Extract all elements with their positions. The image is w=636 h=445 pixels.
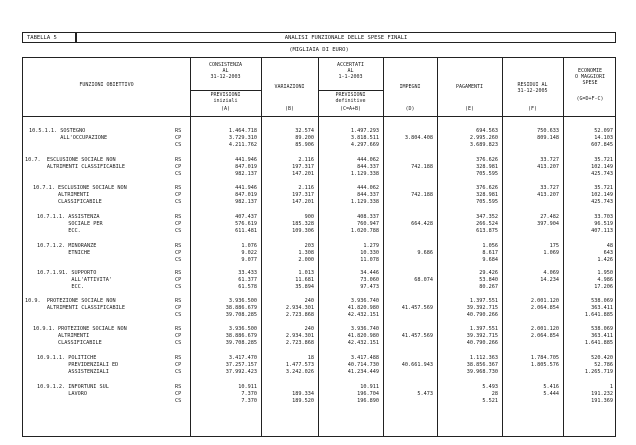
data-table <box>22 57 616 437</box>
cell-e: 347.352 266.524 613.875 <box>476 214 498 234</box>
cell-c: 444.062 844.337 1.129.338 <box>350 157 379 177</box>
cell-c: 3.936.740 41.820.980 42.432.151 <box>347 298 379 318</box>
cell-d: 742.188 <box>411 164 433 170</box>
cell-d: 742.188 <box>411 192 433 198</box>
col-header-e: (E) <box>464 106 475 112</box>
col-header-b: (B) <box>284 106 295 112</box>
cell-a: 407.437 576.619 611.481 <box>235 214 257 234</box>
col-header-f: (F) <box>527 106 538 112</box>
row-types: RS CP CS <box>175 157 182 177</box>
cell-f: 750.633 809.148 <box>537 128 559 141</box>
cell-f: 33.727 413.207 <box>537 185 559 198</box>
cell-f: 1.784.705 1.805.576 <box>530 355 559 368</box>
cell-d: 41.457.569 <box>401 305 433 311</box>
cell-b: 1.013 11.681 35.894 <box>295 270 314 290</box>
cell-g: 35.721 102.149 425.743 <box>591 157 613 177</box>
col-header-g: (G=D+F-C) <box>576 96 604 102</box>
cell-b: 2.116 197.317 147.201 <box>292 185 314 205</box>
cell-e: 1.056 8.617 9.684 <box>482 243 498 263</box>
table-number: TABELLA 5 <box>22 32 76 43</box>
cell-d: 40.661.943 <box>401 362 433 368</box>
row-label: 10.7. ESCLUSIONE SOCIALE NON ALTRIMENTI CLASSIFICABILE <box>25 157 125 170</box>
cell-b: 189.334 189.520 <box>292 391 314 404</box>
row-label: 10.5.1.1. SOSTEGNO ALL'OCCUPAZIONE <box>29 128 108 141</box>
cell-g: 538.069 363.411 1.641.885 <box>584 326 613 346</box>
row-label: 10.9.1.1. POLITICHE PREVIDENZIALI ED ASSISTENZIALI <box>37 355 119 375</box>
col-header-d: (D) <box>405 106 415 112</box>
row-label: 10.7.1.91. SUPPORTO ALL'ATTIVITA' ECC. <box>37 270 112 290</box>
units-note: (MIGLIAIA DI EURO) <box>289 47 349 53</box>
cell-c: 1.497.293 3.818.511 4.297.669 <box>350 128 379 148</box>
cell-a: 1.464.718 3.729.310 4.211.762 <box>228 128 257 148</box>
col-header-funzioni: FUNZIONI OBIETTIVO <box>79 82 134 88</box>
col-header-pagamenti: PAGAMENTI <box>455 84 484 90</box>
cell-c: 10.911 196.704 196.890 <box>357 384 379 404</box>
cell-b: 18 1.477.573 3.242.026 <box>285 355 314 375</box>
cell-b: 32.574 89.200 85.906 <box>295 128 314 148</box>
row-types: RS CP CS <box>175 298 182 318</box>
row-types: RS CP CS <box>175 384 182 404</box>
cell-a: 3.417.470 37.257.157 37.992.423 <box>225 355 257 375</box>
row-types: RS CP CS <box>175 128 182 148</box>
cell-d: 664.428 <box>411 221 433 227</box>
cell-g: 1 191.232 191.369 <box>591 384 613 404</box>
cell-c: 3.936.740 41.820.980 42.432.151 <box>347 326 379 346</box>
col-header-economie: ECONOMIE O MAGGIORI SPESE <box>574 68 606 86</box>
cell-e: 1.397.551 39.392.715 40.790.266 <box>466 298 498 318</box>
cell-e: 5.493 28 5.521 <box>482 384 498 404</box>
cell-d: 3.804.408 <box>404 135 433 141</box>
row-types: RS CP CS <box>175 214 182 234</box>
cell-b: 2.116 197.317 147.201 <box>292 157 314 177</box>
col-header-accertati: ACCERTATI AL 1-1-2003 <box>336 62 365 80</box>
cell-e: 376.626 328.981 705.595 <box>476 157 498 177</box>
cell-d: 41.457.569 <box>401 333 433 339</box>
cell-g: 52.097 14.103 607.845 <box>591 128 613 148</box>
cell-c: 1.279 10.330 11.078 <box>360 243 379 263</box>
row-types: RS CP CS <box>175 355 182 375</box>
cell-e: 29.426 53.840 80.267 <box>479 270 498 290</box>
row-types: RS CP CS <box>175 185 182 205</box>
row-types: RS CP CS <box>175 270 182 290</box>
cell-a: 441.946 847.019 982.137 <box>235 185 257 205</box>
cell-g: 48 643 1.426 <box>597 243 613 263</box>
col-header-variazioni: VARIAZIONI <box>274 84 305 90</box>
cell-f: 4.069 14.234 <box>540 270 559 283</box>
cell-d: 68.074 <box>414 277 433 283</box>
row-types: RS CP CS <box>175 326 182 346</box>
cell-b: 240 2.934.301 2.723.868 <box>285 298 314 318</box>
cell-c: 408.337 760.947 1.020.788 <box>350 214 379 234</box>
cell-g: 33.703 96.519 407.113 <box>591 214 613 234</box>
cell-g: 520.420 52.786 1.265.719 <box>584 355 613 375</box>
cell-a: 10.911 7.370 7.370 <box>238 384 257 404</box>
cell-d: 9.686 <box>417 250 433 256</box>
col-header-a: (A) <box>220 106 231 112</box>
cell-c: 3.417.488 40.714.730 41.234.449 <box>347 355 379 375</box>
row-label: 10.7.1. ESCLUSIONE SOCIALE NON ALTRIMENTI CLASSIFICABILE <box>33 185 127 205</box>
row-label: 10.7.1.1. ASSISTENZA SOCIALE PER ECC. <box>37 214 103 234</box>
row-label: 10.7.1.2. MINORANZE ETNICHE <box>37 243 97 256</box>
table-title: ANALISI FUNZIONALE DELLE SPESE FINALI <box>76 32 616 43</box>
cell-b: 203 1.308 2.000 <box>298 243 314 263</box>
cell-c: 444.062 844.337 1.129.338 <box>350 185 379 205</box>
cell-g: 538.069 363.411 1.641.885 <box>584 298 613 318</box>
cell-a: 3.936.500 38.886.679 39.708.285 <box>225 298 257 318</box>
col-header-impegni: IMPEGNI <box>399 84 421 90</box>
cell-a: 1.076 9.022 9.077 <box>241 243 257 263</box>
col-header-consistenza: CONSISTENZA AL 31-12-2003 <box>208 62 243 80</box>
cell-a: 3.936.500 38.886.679 39.708.285 <box>225 326 257 346</box>
cell-e: 694.563 2.995.260 3.689.823 <box>469 128 498 148</box>
cell-b: 900 185.328 109.306 <box>292 214 314 234</box>
cell-c: 34.446 73.060 97.473 <box>360 270 379 290</box>
row-label: 10.9. PROTEZIONE SOCIALE NON ALTRIMENTI CLASSIFICABILE <box>25 298 125 311</box>
row-types: RS CP CS <box>175 243 182 263</box>
col-header-c: (C=A+B) <box>339 106 362 112</box>
cell-f: 175 1.069 <box>543 243 559 256</box>
row-label: 10.9.1.2. INFORTUNI SUL LAVORO <box>37 384 109 397</box>
row-label: 10.9.1. PROTEZIONE SOCIALE NON ALTRIMENTI CLASSIFICABILE <box>33 326 127 346</box>
cell-e: 1.397.551 39.392.715 40.790.266 <box>466 326 498 346</box>
cell-a: 441.946 847.019 982.137 <box>235 157 257 177</box>
cell-d: 5.473 <box>417 391 433 397</box>
col-header-previsioni-definitive: PREVISIONI definitive <box>335 92 366 104</box>
cell-f: 27.482 397.904 <box>537 214 559 227</box>
cell-f: 2.001.120 2.064.854 <box>530 298 559 311</box>
cell-e: 1.112.363 38.856.367 39.968.730 <box>466 355 498 375</box>
cell-g: 35.721 102.149 425.743 <box>591 185 613 205</box>
col-header-residui: RESIDUI AL 31-12-2005 <box>517 82 548 94</box>
cell-a: 33.433 61.377 61.578 <box>238 270 257 290</box>
cell-f: 2.001.120 2.064.854 <box>530 326 559 339</box>
cell-f: 33.727 413.207 <box>537 157 559 170</box>
cell-e: 376.626 328.981 705.595 <box>476 185 498 205</box>
col-header-previsioni-iniziali: PREVISIONI iniziali <box>210 92 241 104</box>
cell-g: 1.950 4.986 17.206 <box>594 270 613 290</box>
cell-b: 240 2.934.301 2.723.868 <box>285 326 314 346</box>
cell-f: 5.416 5.444 <box>543 384 559 397</box>
